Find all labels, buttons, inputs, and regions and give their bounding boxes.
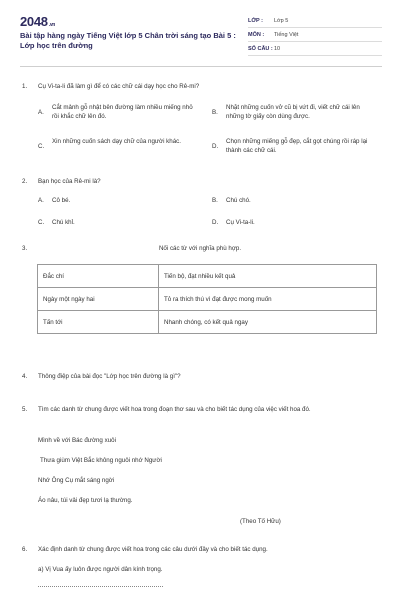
option-label: C. <box>38 143 45 150</box>
option-label: B. <box>212 197 218 204</box>
meaning-cell[interactable]: Nhanh chóng, có kết quả ngay <box>159 311 377 334</box>
meta-value: 10 <box>274 45 281 52</box>
q2-option-c[interactable] <box>38 218 198 227</box>
option-text: Chú khỉ. <box>52 219 75 226</box>
question-text: Bạn học của Rê-mi là? <box>38 178 101 185</box>
document-title: Bài tập hàng ngày Tiếng Việt lớp 5 Chân trời sáng tạo Bài 5 : Lớp học trên đường <box>20 31 236 50</box>
term-cell[interactable]: Ngày một ngày hai <box>38 288 159 311</box>
question-number: 4. <box>22 373 28 380</box>
meta-value: Tiếng Việt <box>274 31 299 38</box>
document-header <box>20 14 382 58</box>
meta-table <box>248 14 382 56</box>
question-text: Tìm các danh từ chung được viết hoa trong đoạn thơ sau và cho biết tác dụng của việc viết hoa đó. <box>38 406 311 413</box>
term-cell[interactable]: Đắc chí <box>38 265 159 288</box>
meta-key: SỐ CÂU : <box>248 45 273 52</box>
meta-value: Lớp 5 <box>274 17 289 24</box>
meta-key: MÔN : <box>248 31 265 38</box>
option-label: D. <box>212 219 219 226</box>
question-text: Cụ Vi-ta-li đã làm gì để có các chữ cái dạy học cho Rê-mi? <box>38 83 200 90</box>
option-label: D. <box>212 143 219 150</box>
question-text: Xác định danh từ chung được viết hoa trong các câu dưới đây và cho biết tác dụng. <box>38 546 268 553</box>
table-row <box>38 288 377 311</box>
meta-row-count <box>248 42 382 56</box>
q2-option-d[interactable] <box>212 218 372 227</box>
option-text: Nhặt những cuốn vở cũ bị vứt đi, viết chữ cái lên những tờ giấy còn dùng được. <box>226 104 360 120</box>
question-3-text: Nối các từ với nghĩa phù hợp. <box>158 245 242 252</box>
option-text: Cô bé. <box>52 197 71 204</box>
meaning-cell[interactable]: Tiến bộ, đạt nhiều kết quả <box>159 265 377 288</box>
option-text: Chú chó. <box>226 197 251 204</box>
poem-source: (Theo Tố Hữu) <box>240 518 281 525</box>
meta-key: LỚP : <box>248 17 263 24</box>
question-number: 6. <box>22 546 28 553</box>
meaning-cell[interactable]: Tỏ ra thích thú vì đạt được mong muốn <box>159 288 377 311</box>
logo-suffix: .vn <box>48 22 56 28</box>
header-divider <box>20 66 382 67</box>
site-logo[interactable] <box>20 14 55 29</box>
answer-line[interactable] <box>38 586 163 587</box>
option-text: Xin những cuốn sách dạy chữ của người khác. <box>52 138 181 145</box>
question-number: 5. <box>22 406 28 413</box>
question-text: Thông điệp của bài đọc "Lớp học trên đường là gì"? <box>38 373 181 380</box>
poem-line: Mình về với Bác đường xuôi <box>38 437 116 444</box>
option-label: B. <box>212 109 218 116</box>
table-row <box>38 311 377 334</box>
option-label: C. <box>38 219 45 226</box>
question-number: 2. <box>22 178 28 185</box>
meta-row-subject <box>248 28 382 42</box>
poem-line: Thưa giùm Việt Bắc không nguôi nhớ Người <box>40 457 162 464</box>
option-text: Chọn những miếng gỗ đẹp, cắt gọt chúng rồi ráp lại thành các chữ cái. <box>226 138 368 154</box>
sub-question: a) Vị Vua ấy luôn được người dân kính trọng. <box>38 566 163 573</box>
question-3-number: 3. <box>22 245 28 252</box>
option-text: Cắt mảnh gỗ nhật bên đường làm nhiều miếng nhỏ rồi khắc chữ lên đó. <box>52 104 193 120</box>
q2-option-b[interactable] <box>212 196 372 205</box>
option-label: A. <box>38 109 44 116</box>
q2-option-a[interactable] <box>38 196 198 205</box>
option-label: A. <box>38 197 44 204</box>
question-number: 1. <box>22 83 28 90</box>
poem-line: Áo nâu, túi vải đẹp tươi lạ thường. <box>38 497 133 504</box>
term-cell[interactable]: Tấn tới <box>38 311 159 334</box>
table-row <box>38 265 377 288</box>
meta-row-class <box>248 14 382 28</box>
poem-line: Nhớ Ông Cụ mắt sáng ngời <box>38 477 115 484</box>
option-text: Cụ Vi-ta-li. <box>226 219 255 226</box>
matching-table <box>37 264 377 334</box>
logo-text: 2048 <box>20 14 48 29</box>
